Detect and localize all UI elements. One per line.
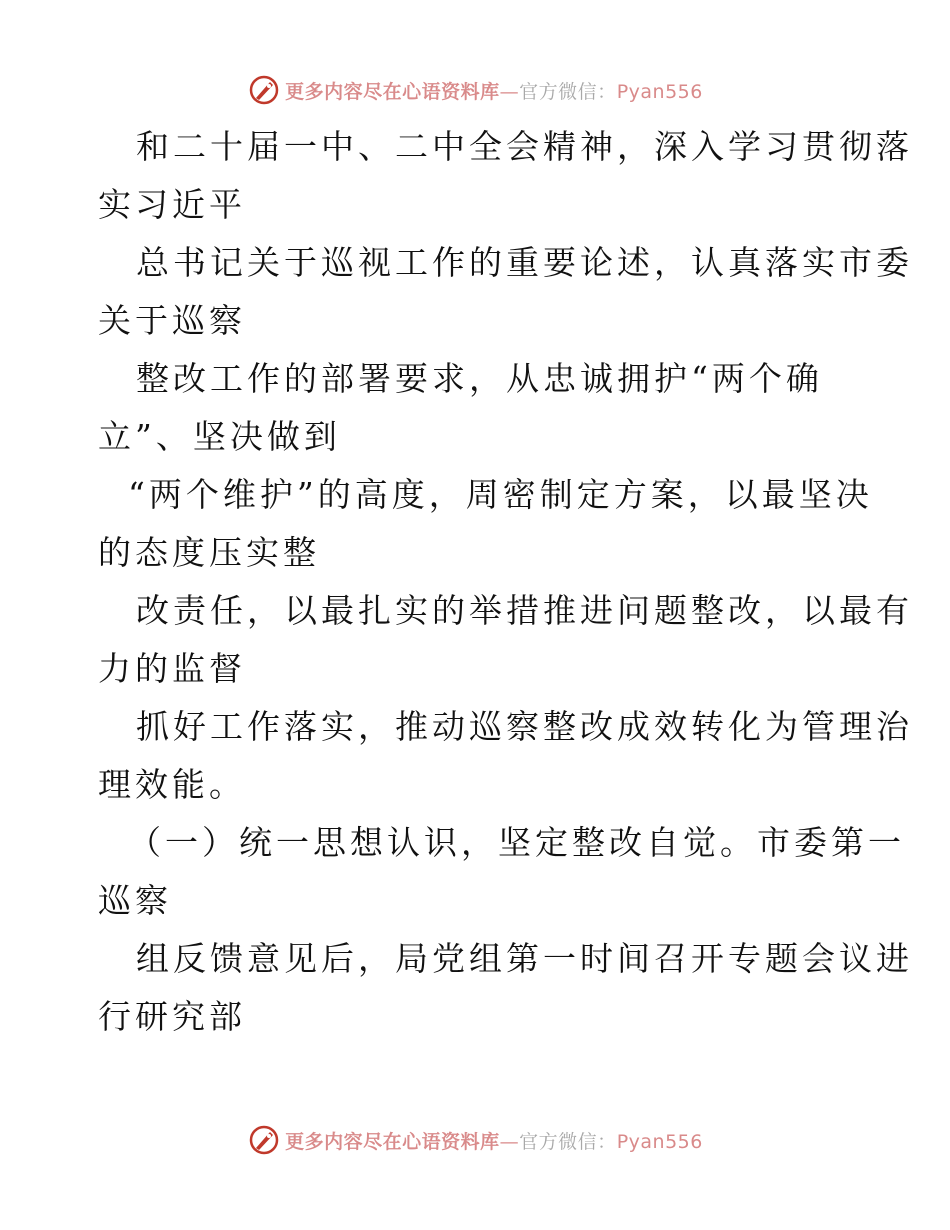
watermark-dash: — <box>499 80 520 103</box>
watermark-wechat-id: Pyan556 <box>616 80 703 103</box>
pen-nib-circle-icon <box>247 73 281 107</box>
body-line: 整改工作的部署要求，从忠诚拥护“两个确 <box>136 359 823 398</box>
body-line: 和二十届一中、二中全会精神，深入学习贯彻落 <box>136 127 913 166</box>
body-line: 的态度压实整 <box>98 533 320 572</box>
watermark-wechat-id: Pyan556 <box>616 1130 703 1153</box>
watermark-main-text: 更多内容尽在心语资料库 <box>285 1130 500 1153</box>
watermark-official-label: 官方微信： <box>519 1130 617 1153</box>
body-line: 实习近平 <box>98 185 246 224</box>
header-watermark <box>0 70 950 110</box>
section-heading-line: （一）统一思想认识，坚定整改自觉。市委第一 <box>128 823 905 862</box>
footer-watermark <box>0 1120 950 1160</box>
watermark-official-label: 官方微信： <box>519 80 617 103</box>
pen-nib-circle-icon <box>247 1123 281 1157</box>
body-line: 力的监督 <box>98 649 246 688</box>
watermark-main-text: 更多内容尽在心语资料库 <box>285 80 500 103</box>
body-line: “两个维护”的高度，周密制定方案，以最坚决 <box>128 475 873 514</box>
body-line: 抓好工作落实，推动巡察整改成效转化为管理治 <box>136 707 913 746</box>
body-line: 理效能。 <box>98 765 246 804</box>
body-line: 总书记关于巡视工作的重要论述，认真落实市委 <box>136 243 913 282</box>
body-line: 改责任，以最扎实的举措推进问题整改，以最有 <box>136 591 913 630</box>
body-line: 组反馈意见后，局党组第一时间召开专题会议进 <box>136 939 913 978</box>
body-line: 关于巡察 <box>98 301 246 340</box>
body-line: 巡察 <box>98 881 172 920</box>
body-line: 行研究部 <box>98 997 246 1036</box>
body-line: 立”、坚决做到 <box>98 417 341 456</box>
document-body <box>98 118 913 1046</box>
watermark-dash: — <box>499 1130 520 1153</box>
